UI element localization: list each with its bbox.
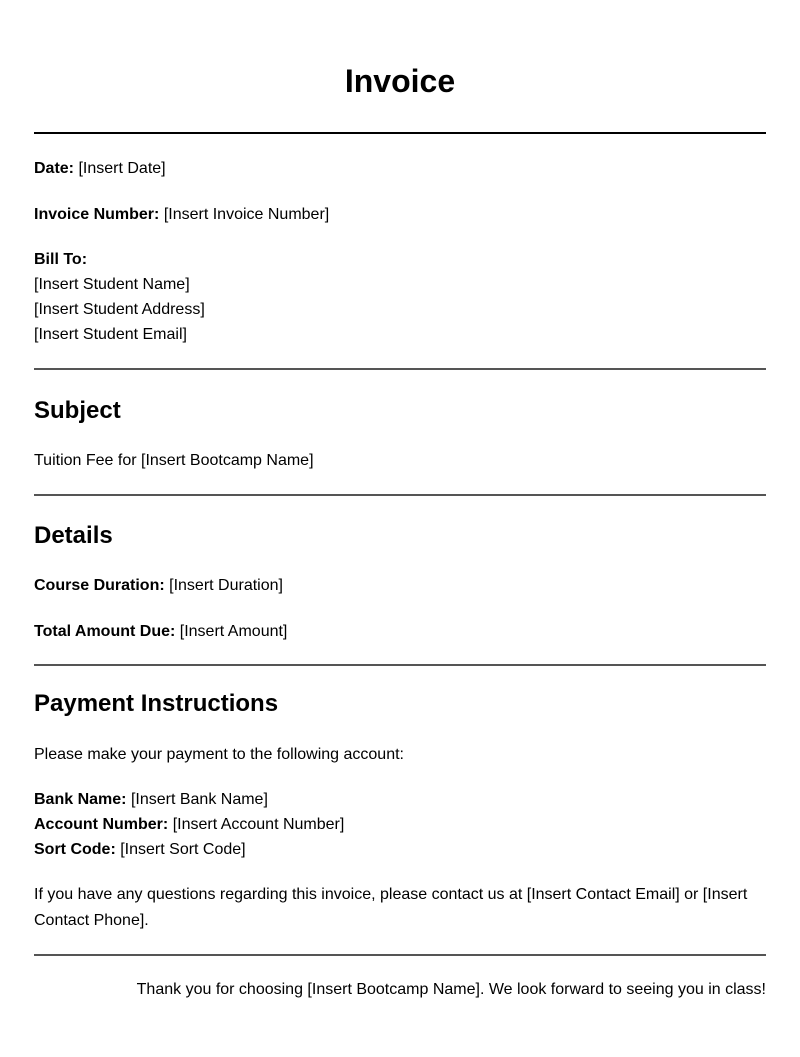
invoice-document	[34, 0, 766, 1000]
account-number-line	[34, 812, 766, 837]
date-line	[34, 156, 766, 181]
footer-message: Thank you for choosing [Insert Bootcamp Name]. We look forward to seeing you in class!	[136, 981, 766, 998]
payment-intro: Please make your payment to the following account:	[34, 746, 404, 763]
total-amount-value: [Insert Amount]	[179, 623, 288, 640]
course-duration-line	[34, 573, 766, 598]
course-duration-label: Course Duration:	[34, 577, 165, 594]
date-value: [Insert Date]	[78, 160, 166, 177]
total-amount-label: Total Amount Due:	[34, 623, 176, 640]
sort-code-value: [Insert Sort Code]	[120, 841, 246, 858]
bank-name-line	[34, 787, 766, 812]
bill-to-label: Bill To:	[34, 251, 88, 268]
bill-to-address: [Insert Student Address]	[34, 301, 205, 318]
bill-to-block	[34, 247, 766, 347]
sort-code-line	[34, 837, 766, 862]
bill-to-email: [Insert Student Email]	[34, 326, 187, 343]
bank-name-label: Bank Name:	[34, 791, 127, 808]
subject-text: Tuition Fee for [Insert Bootcamp Name]	[34, 452, 314, 469]
sort-code-label: Sort Code:	[34, 841, 116, 858]
invoice-number-line	[34, 202, 766, 227]
course-duration-value: [Insert Duration]	[169, 577, 283, 594]
contact-paragraph: If you have any questions regarding this invoice, please contact us at [Insert Contact Email] or [Insert Contact Phone].	[34, 886, 748, 929]
bank-name-value: [Insert Bank Name]	[130, 791, 268, 808]
account-number-value: [Insert Account Number]	[172, 816, 345, 833]
account-number-label: Account Number:	[34, 816, 169, 833]
invoice-number-value: [Insert Invoice Number]	[163, 206, 330, 223]
date-label: Date:	[34, 160, 75, 177]
total-amount-line	[34, 619, 766, 644]
invoice-number-label: Invoice Number:	[34, 206, 160, 223]
details-heading: Details	[34, 522, 113, 549]
page-title: Invoice	[344, 63, 456, 99]
subject-heading: Subject	[34, 397, 121, 424]
bill-to-name: [Insert Student Name]	[34, 276, 190, 293]
payment-heading: Payment Instructions	[34, 690, 279, 717]
